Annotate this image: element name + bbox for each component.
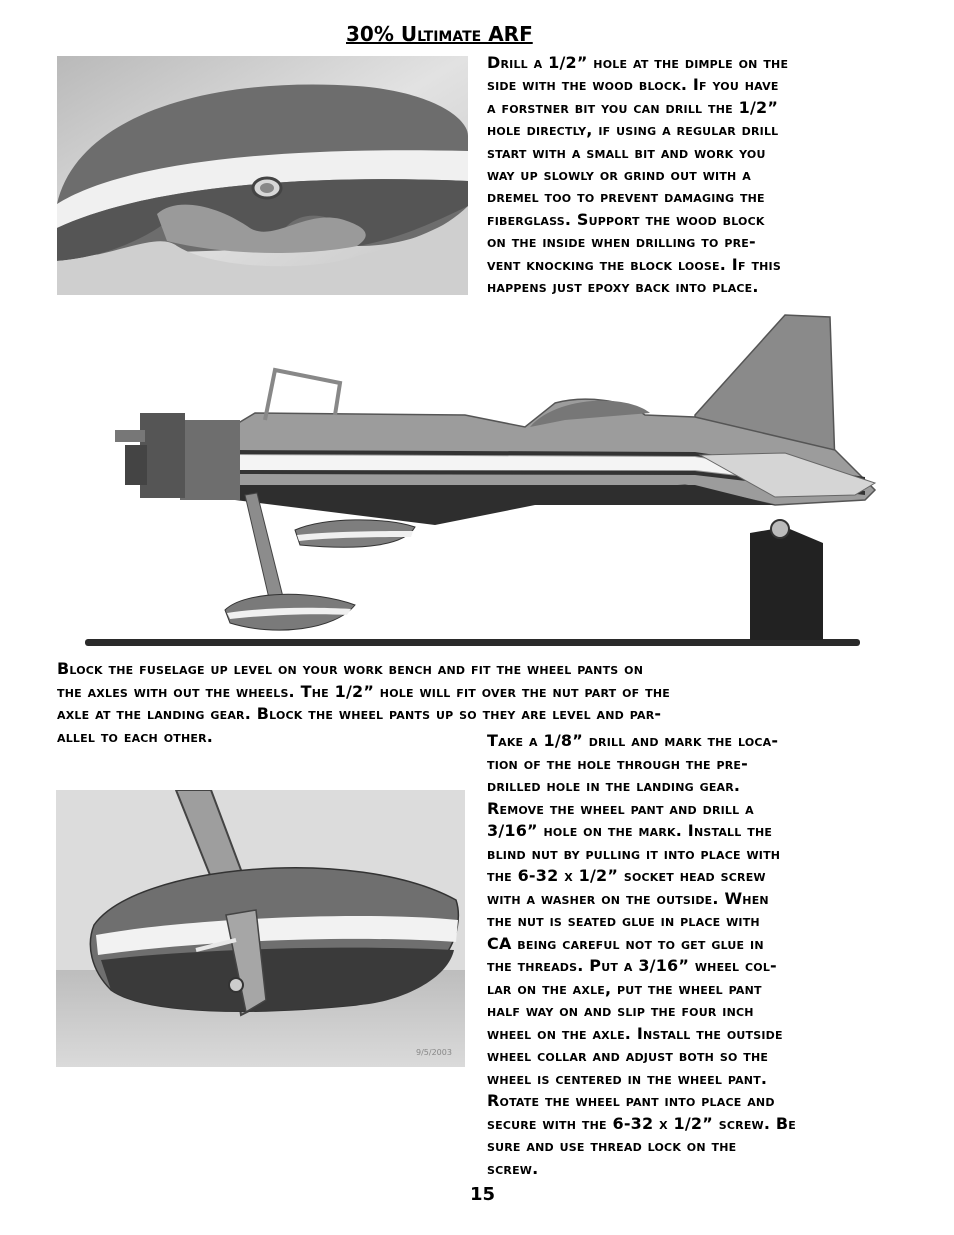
text-line: fiberglass. Support the wood block: [487, 209, 765, 229]
text-line: Rotate the wheel pant into place and: [487, 1091, 775, 1110]
text-line: Take a 1/8” drill and mark the loca-: [487, 731, 779, 750]
text-line: secure with the 6-32 x 1/2” screw. Be: [487, 1113, 797, 1133]
text-line: allel to each other.: [57, 726, 214, 746]
text-line: tion of the hole through the pre-: [487, 753, 748, 773]
text-line: axle at the landing gear. Block the wheel pants up so they are level and par-: [57, 704, 662, 723]
wheel-pant-landing-gear-photo: [56, 790, 465, 1067]
text-line: half way on and slip the four inch: [487, 1001, 754, 1020]
wheel-pant-hole-photo: [57, 56, 468, 295]
text-line: blind nut by pulling it into place with: [487, 843, 781, 863]
text-line: with a washer on the outside. When: [487, 888, 769, 908]
text-line: side with the wood block. If you have: [487, 75, 779, 95]
text-line: lar on the axle, put the wheel pant: [487, 978, 762, 998]
text-line: a forstner bit you can drill the 1/2”: [487, 97, 779, 117]
text-line: vent knocking the block loose. If this: [487, 254, 781, 274]
text-line: way up slowly or grind out with a: [487, 165, 751, 185]
text-line: start with a small bit and work you: [487, 142, 766, 162]
page-title: 30% Ultimate ARF: [346, 22, 533, 46]
photo-date-stamp: 9/5/2003: [416, 1048, 452, 1057]
text-line: 3/16” hole on the mark. Install the: [487, 821, 773, 840]
airplane-side-view-photo: [85, 305, 895, 655]
text-line: dremel too to prevent damaging the: [487, 187, 765, 207]
text-line: wheel on the axle. Install the outside: [487, 1023, 783, 1043]
text-line: the axles with out the wheels. The 1/2” hole will fit over the nut part of the: [57, 681, 670, 701]
text-line: screw.: [487, 1158, 539, 1178]
page-number: 15: [470, 1184, 496, 1205]
text-line: happens just epoxy back into place.: [487, 277, 759, 297]
text-line: sure and use thread lock on the: [487, 1136, 737, 1155]
text-line: the 6-32 x 1/2” socket head screw: [487, 866, 766, 885]
text-line: wheel collar and adjust both so the: [487, 1046, 769, 1065]
text-line: on the inside when drilling to pre-: [487, 232, 756, 252]
text-line: wheel is centered in the wheel pant.: [487, 1068, 768, 1088]
step-drill-hole-text: [487, 52, 912, 298]
text-line: Block the fuselage up level on your work bench and fit the wheel pants on: [57, 659, 644, 678]
text-line: Drill a 1/2” hole at the dimple on the: [487, 53, 789, 72]
text-line: drilled hole in the landing gear.: [487, 776, 741, 795]
text-line: the nut is seated glue in place with: [487, 911, 760, 930]
step-install-blind-nut-text: [487, 730, 912, 1180]
text-line: CA being careful not to get glue in: [487, 933, 764, 953]
text-line: Remove the wheel pant and drill a: [487, 798, 754, 818]
text-line: hole directly, if using a regular drill: [487, 120, 779, 140]
text-line: the threads. Put a 3/16” wheel col-: [487, 956, 777, 975]
